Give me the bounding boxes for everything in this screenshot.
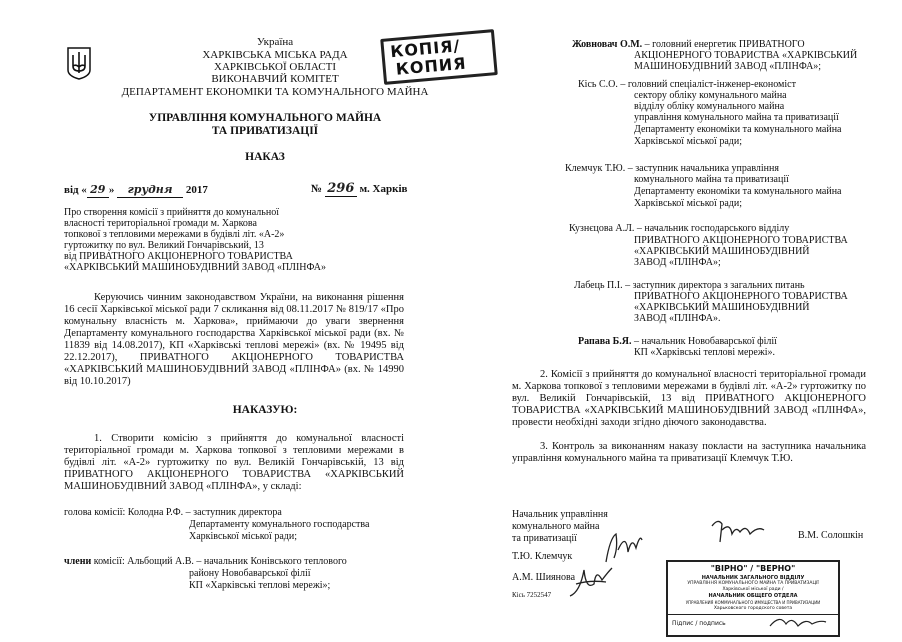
verified-stamp	[666, 560, 840, 637]
handwritten-signature	[768, 612, 828, 632]
verified-stamp-line: Харьковского городского совета	[713, 606, 793, 611]
order-item-3: 3. Контроль за виконанням наказу покласти на заступника начальника управління комунального майна та приватизації Клемчук Т.Ю.	[512, 441, 866, 464]
verified-stamp-sign-label: Підпис / подпись	[672, 620, 726, 627]
member-right-line: Кісь С.О. – головний спеціаліст-інженер-економіст	[578, 79, 796, 90]
trident-emblem	[66, 46, 92, 80]
member-left-line1: члени комісії: Альбощий А.В. – начальник Конівського теплового	[64, 556, 347, 567]
members-label-bold: члени	[64, 556, 92, 567]
order-month: грудня	[117, 184, 183, 198]
header-council: ХАРКІВСЬКА МІСЬКА РАДА	[202, 49, 348, 61]
header-region: ХАРКІВСЬКОЇ ОБЛАСТІ	[214, 61, 336, 73]
member-right-line: Жовновач О.М. – головний енергетик ПРИВАТНОГО	[572, 39, 805, 50]
member-left-line2: району Новобаварської філії	[189, 568, 311, 579]
member-right-line: Рапава Б.Я. – начальник Новобаварської філії	[578, 336, 777, 347]
order-day: 29	[87, 184, 109, 198]
member-right-line: Харківської міської ради;	[634, 136, 742, 147]
header-department: ДЕПАРТАМЕНТ ЕКОНОМІКИ ТА КОМУНАЛЬНОГО МАЙНА	[121, 86, 429, 98]
verified-stamp-line: Харківської міської ради /	[722, 587, 784, 592]
subject-line: власності територіальної громади м. Харкова	[64, 218, 257, 229]
member-right-line: Кузнєцова А.Л. – начальник господарського відділу	[569, 223, 790, 234]
member-name: Жовновач О.М.	[572, 39, 643, 50]
signature-title-line2: комунального майна	[512, 521, 600, 532]
approval-second: А.М. Шиянова	[512, 572, 576, 583]
member-right-line: КП «Харківські теплові мережі».	[634, 347, 776, 358]
member-right-line: ЗАВОД «ПЛІНФА».	[634, 313, 721, 324]
member-right-line: комунального майна та приватизації	[634, 174, 789, 185]
subject-line: від ПРИВАТНОГО АКЦІОНЕРНОГО ТОВАРИСТВА	[64, 251, 293, 262]
member-name: Рапава Б.Я.	[578, 336, 632, 347]
member-name: Кісь С.О.	[578, 79, 618, 90]
member-right-line: відділу обліку комунального майна	[634, 101, 785, 112]
directorate-line1: УПРАВЛІННЯ КОМУНАЛЬНОГО МАЙНА	[148, 112, 382, 124]
subject-line: гуртожитку по вул. Великий Гончарівський, 13	[64, 240, 264, 251]
order-word: НАКАЗУЮ:	[232, 404, 298, 416]
verified-stamp-line: НАЧАЛЬНИК ЗАГАЛЬНОГО ВІДДІЛУ	[701, 575, 805, 581]
member-name: Лабець П.І.	[574, 280, 623, 291]
copy-stamp-line1: КОПІЯ/	[389, 36, 462, 62]
member-right-line: сектору обліку комунального майна	[634, 90, 787, 101]
chair-line2: Департаменту комунального господарства	[189, 519, 370, 530]
header-country: Україна	[256, 36, 294, 48]
member-right-line: АКЦІОНЕРНОГО ТОВАРИСТВА «ХАРКІВСЬКИЙ	[634, 50, 858, 61]
chair-line1: голова комісії: Колодна Р.Ф. – заступник директора	[64, 507, 282, 518]
member-right-line: Департаменту економіки та комунального майна	[634, 186, 842, 197]
member-right-line: МАШИНОБУДІВНИЙ ЗАВОД «ПЛІНФА»;	[634, 61, 822, 72]
member-right-line: Харківської міської ради;	[634, 198, 742, 209]
member-left-line3: КП «Харківські теплові мережі»;	[189, 580, 331, 591]
signatory-name: В.М. Солошкін	[798, 530, 864, 541]
member-right-line: управління комунального майна та приватизації	[634, 112, 839, 123]
executor-note: Кісь 7252547	[512, 591, 552, 599]
subject-line: топкової з тепловими мережами в будівлі літ. «А-2»	[64, 229, 285, 240]
approval-first: Т.Ю. Клемчук	[512, 551, 573, 562]
chair-line3: Харківської міської ради;	[189, 531, 297, 542]
verified-stamp-line: НАЧАЛЬНИК ОБЩЕГО ОТДЕЛА	[708, 593, 798, 599]
order-item-2: 2. Комісії з прийняття до комунальної власності територіальної громади м. Харкова топкової з тепловими мережами в будівлі літ. «А-2» гуртожитку по вул. Великій Гончарівській, 13 від ПРИВАТНОГО АКЦІОНЕРНОГО ТОВАРИСТВА «ХАРКІВСЬКИЙ МАШИНОБУДІВНИЙ ЗАВОД «ПЛІНФА», провести необхідні заходи згідно діючого законодавства.	[512, 369, 866, 428]
members-label: комісії:	[91, 556, 125, 567]
chair-label: голова комісії:	[64, 507, 126, 518]
member-right-line: ПРИВАТНОГО АКЦІОНЕРНОГО ТОВАРИСТВА	[634, 235, 848, 246]
signature-title-line1: Начальник управління	[512, 509, 608, 520]
member-name: Клемчук Т.Ю.	[565, 163, 626, 174]
subject-line: Про створення комісії з прийняття до комунальної	[64, 207, 279, 218]
subject-line: «ХАРКІВСЬКИЙ МАШИНОБУДІВНИЙ ЗАВОД «ПЛІНФА»	[64, 262, 327, 273]
member-right-line: ЗАВОД «ПЛІНФА»;	[634, 257, 721, 268]
header-committee: ВИКОНАВЧИЙ КОМІТЕТ	[211, 73, 339, 85]
document-type: НАКАЗ	[245, 151, 285, 163]
member-right-line: «ХАРКІВСЬКИЙ МАШИНОБУДІВНИЙ	[634, 302, 810, 313]
member-right-line: ПРИВАТНОГО АКЦІОНЕРНОГО ТОВАРИСТВА	[634, 291, 848, 302]
order-date: від « 29 » грудня 2017	[64, 183, 208, 196]
member-name: Кузнєцова А.Л.	[569, 223, 635, 234]
member-right-line: «ХАРКІВСЬКИЙ МАШИНОБУДІВНИЙ	[634, 246, 810, 257]
verified-stamp-line: УПРАВЛІННЯ КОМУНАЛЬНОГО МАЙНА ТА ПРИВАТИЗАЦІЇ	[687, 581, 819, 586]
order-number: № 296 м. Харків	[311, 181, 408, 196]
handwritten-signature	[708, 516, 768, 546]
order-item-1: 1. Створити комісію з прийняття до комунальної власності територіальної громади м. Харкова топкової з тепловими мережами в будівлі літ. «А-2» гуртожитку по вул. Великій Гончарівській, 13 від ПРИВАТНОГО АКЦІОНЕРНОГО ТОВАРИСТВА «ХАРКІВСЬКИЙ МАШИНОБУДІВНИЙ ЗАВОД «ПЛІНФА», у складі:	[64, 433, 404, 492]
verified-stamp-line: УПРАВЛЕНИЯ КОММУНАЛЬНОГО ИМУЩЕСТВА И ПРИВАТИЗАЦИИ	[685, 600, 821, 605]
member-right-line: Лабець П.І. – заступник директора з загальних питань	[574, 280, 805, 291]
copy-stamp	[380, 29, 498, 85]
copy-stamp-line2: КОПИЯ	[395, 53, 468, 79]
directorate-line2: ТА ПРИВАТИЗАЦІЇ	[211, 125, 319, 137]
preamble-paragraph: Керуючись чинним законодавством України, на виконання рішення 16 сесії Харківської міської ради 7 скликання від 08.11.2017 № 819/17 «Про комунальну власність м. Харкова», приймаючи до уваги звернення Департаменту комунального господарства Харківської міської ради (вх. № 11839 від 14.08.2017), КП «Харківські теплові мережі» (вх. № 19495 від 22.12.2017), ПРИВАТНОГО АКЦІОНЕРНОГО ТОВАРИСТВА «ХАРКІВСЬКИЙ МАШИНОБУДІВНИЙ ЗАВОД «ПЛІНФА» (вх. № 14990 від 10.10.2017)	[64, 292, 404, 387]
verified-stamp-title: "ВІРНО" / "ВЕРНО"	[710, 564, 796, 573]
order-number-value: 296	[325, 183, 357, 197]
signature-title-line3: та приватизації	[512, 533, 577, 544]
member-right-line: Клемчук Т.Ю. – заступник начальника управління	[565, 163, 779, 174]
member-right-line: Департаменту економіки та комунального майна	[634, 124, 842, 135]
